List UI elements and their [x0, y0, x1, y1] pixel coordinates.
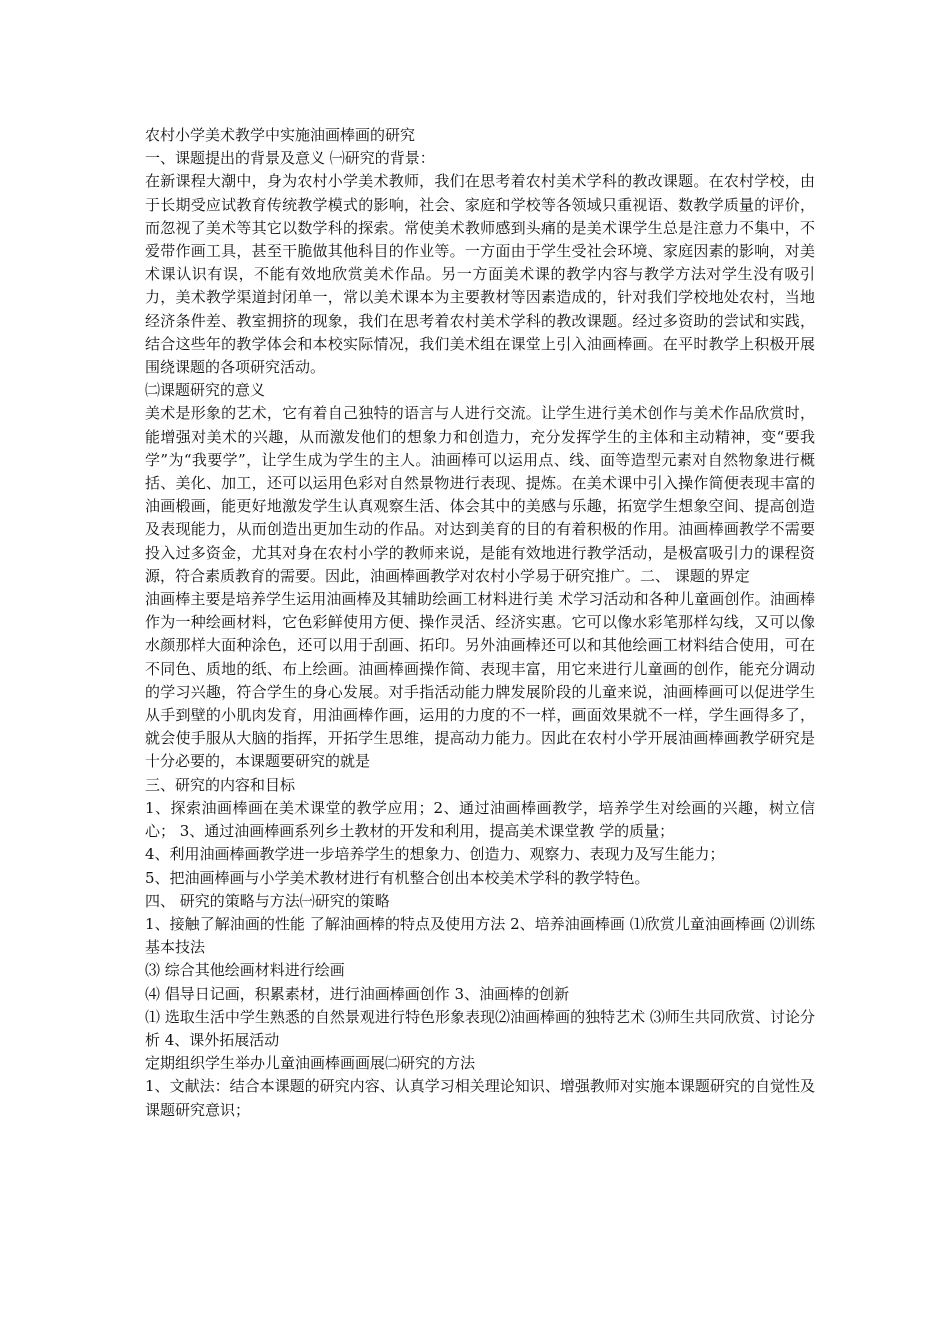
list-item-method-literature: 1、文献法：结合本课题的研究内容、认真学习相关理论知识、增强教师对实施本课题研究的自觉性及课题研究意识；	[145, 1077, 815, 1119]
paragraph-exhibition-methods: 定期组织学生举办儿童油画棒画画展㈡研究的方法	[145, 1054, 476, 1073]
list-item-goal-4: 4、利用油画棒画教学进一步培养学生的想象力、创造力、观察力、表现力及写生能力；	[145, 845, 725, 864]
section-heading-strategy: 四、 研究的策略与方法㈠研究的策略	[145, 891, 390, 910]
list-item-goal-5: 5、把油画棒画与小学美术教材进行有机整合创出本校美术学科的教学特色。	[145, 868, 650, 887]
list-item-strategy-1-2: 1、接触了解油画的性能 了解油画棒的特点及使用方法 2、培养油画棒画 ⑴欣赏儿童油画棒画 ⑵训练基本技法	[145, 914, 815, 957]
paragraph-significance: 美术是形象的艺术，它有着自己独特的语言与人进行交流。让学生进行美术创作与美术作品欣赏时，能增强对美术的兴趣，从而激发他们的想象力和创造力，充分发挥学生的主体和主动精神，变“要我学”为“我要学”，让学生成为学生的主人。油画棒可以运用点、线、面等造型元素对自然物象进行概括、美化、加工，还可以运用色彩对自然景物进行表现、提炼。在美术课中引入操作简便表现丰富的油画椴画，能更好地激发学生认真观察生活、体会其中的美感与乐趣，拓宽学生想象空间、提高创造及表现能力，从而创造出更加生动的作品。对达到美育的目的有着积极的作用。油画棒画教学不需要投入过多资金，尤其对身在农村小学的教师来说，是能有效地进行教学活动，是极富吸引力的课程资源，符合素质教育的需要。因此，油画棒画教学对农村小学易于研究推广。二、 课题的界定	[145, 404, 815, 585]
document-page	[145, 124, 815, 1122]
paragraph-definition: 油画棒主要是培养学生运用油画棒及其辅助绘画工材料进行美 术学习活动和各种儿童画创作。油画棒作为一种绘画材料，它色彩鲜使用方便、操作灵活、经济实惠。它可以像水彩笔那样勾线，又可以像水颜那样大面种涂色，还可以用于刮画、拓印。另外油画棒还可以和其他绘画工材料结合使用，可在不同色、质地的纸、布上绘画。油画棒画操作简、表现丰富，用它来进行儿童画的创作，能充分调动的学习兴趣，符合学生的身心发展。对手指活动能力牌发展阶段的儿童来说，油画棒画可以促进学生从手到壁的小肌肉发育，用油画棒作画，运用的力度的不一样，画面效果就不一样，学生画得多了，就会使手服从大脑的指挥，开拓学生思维，提高动力能力。因此在农村小学开展油画棒画教学研究是十分必要的，本课题要研究的就是	[145, 590, 815, 771]
paragraph-background: 在新课程大潮中，身为农村小学美术教师，我们在思考着农村美术学科的教改课题。在农村学校，由于长期受应试教育传统教学模式的影响，社会、家庭和学校等各领域只重视语、数教学质量的评价，而忽视了美术等其它以数学科的探索。常使美术教师感到头痛的是美术课学生总是注意力不集中，不爱带作画工具，甚至干脆做其他科目的作业等。一方面由于学生受社会环境、家庭因素的影响，对美术课认识有误，不能有效地欣赏美术作品。另一方面美术课的教学内容与教学方法对学生没有吸引力，美术教学渠道封闭单一，常以美术课本为主要教材等因素造成的，针对我们学校地处农村，当地经济条件差、教室拥挤的现象，我们在思考着农村美术学科的教改课题。经过多资助的尝试和实践，结合这些年的教学体会和本校实际情况，我们美术组在课堂上引入油画棒画。在平时教学上积极开展围绕课题的各项研究活动。	[145, 172, 815, 377]
list-item-strategy-innovation: ⑴ 选取生活中学生熟悉的自然景观进行特色形象表现⑵油画棒画的独特艺术 ⑶师生共同欣赏、讨论分析 4、课外拓展活动	[145, 1007, 815, 1049]
list-item-strategy-4: ⑷ 倡导日记画，积累素材，进行油画棒画创作 3、油画棒的创新	[145, 984, 570, 1003]
section-heading-content-goals: 三、研究的内容和目标	[145, 775, 296, 794]
subheading-significance: ㈡课题研究的意义	[145, 381, 266, 400]
section-heading-background: 一、课题提出的背景及意义 ㈠研究的背景：	[145, 149, 435, 168]
list-item-goals-1-3: 1、探索油画棒画在美术课堂的教学应用；2、通过油画棒画教学，培养学生对绘画的兴趣，树立信心； 3、通过油画棒画系列乡土教材的开发和利用，提高美术课堂教 学的质量；	[145, 798, 815, 841]
document-title: 农村小学美术教学中实施油画棒画的研究	[145, 126, 416, 144]
list-item-strategy-3: ⑶ 综合其他绘画材料进行绘画	[145, 961, 345, 980]
